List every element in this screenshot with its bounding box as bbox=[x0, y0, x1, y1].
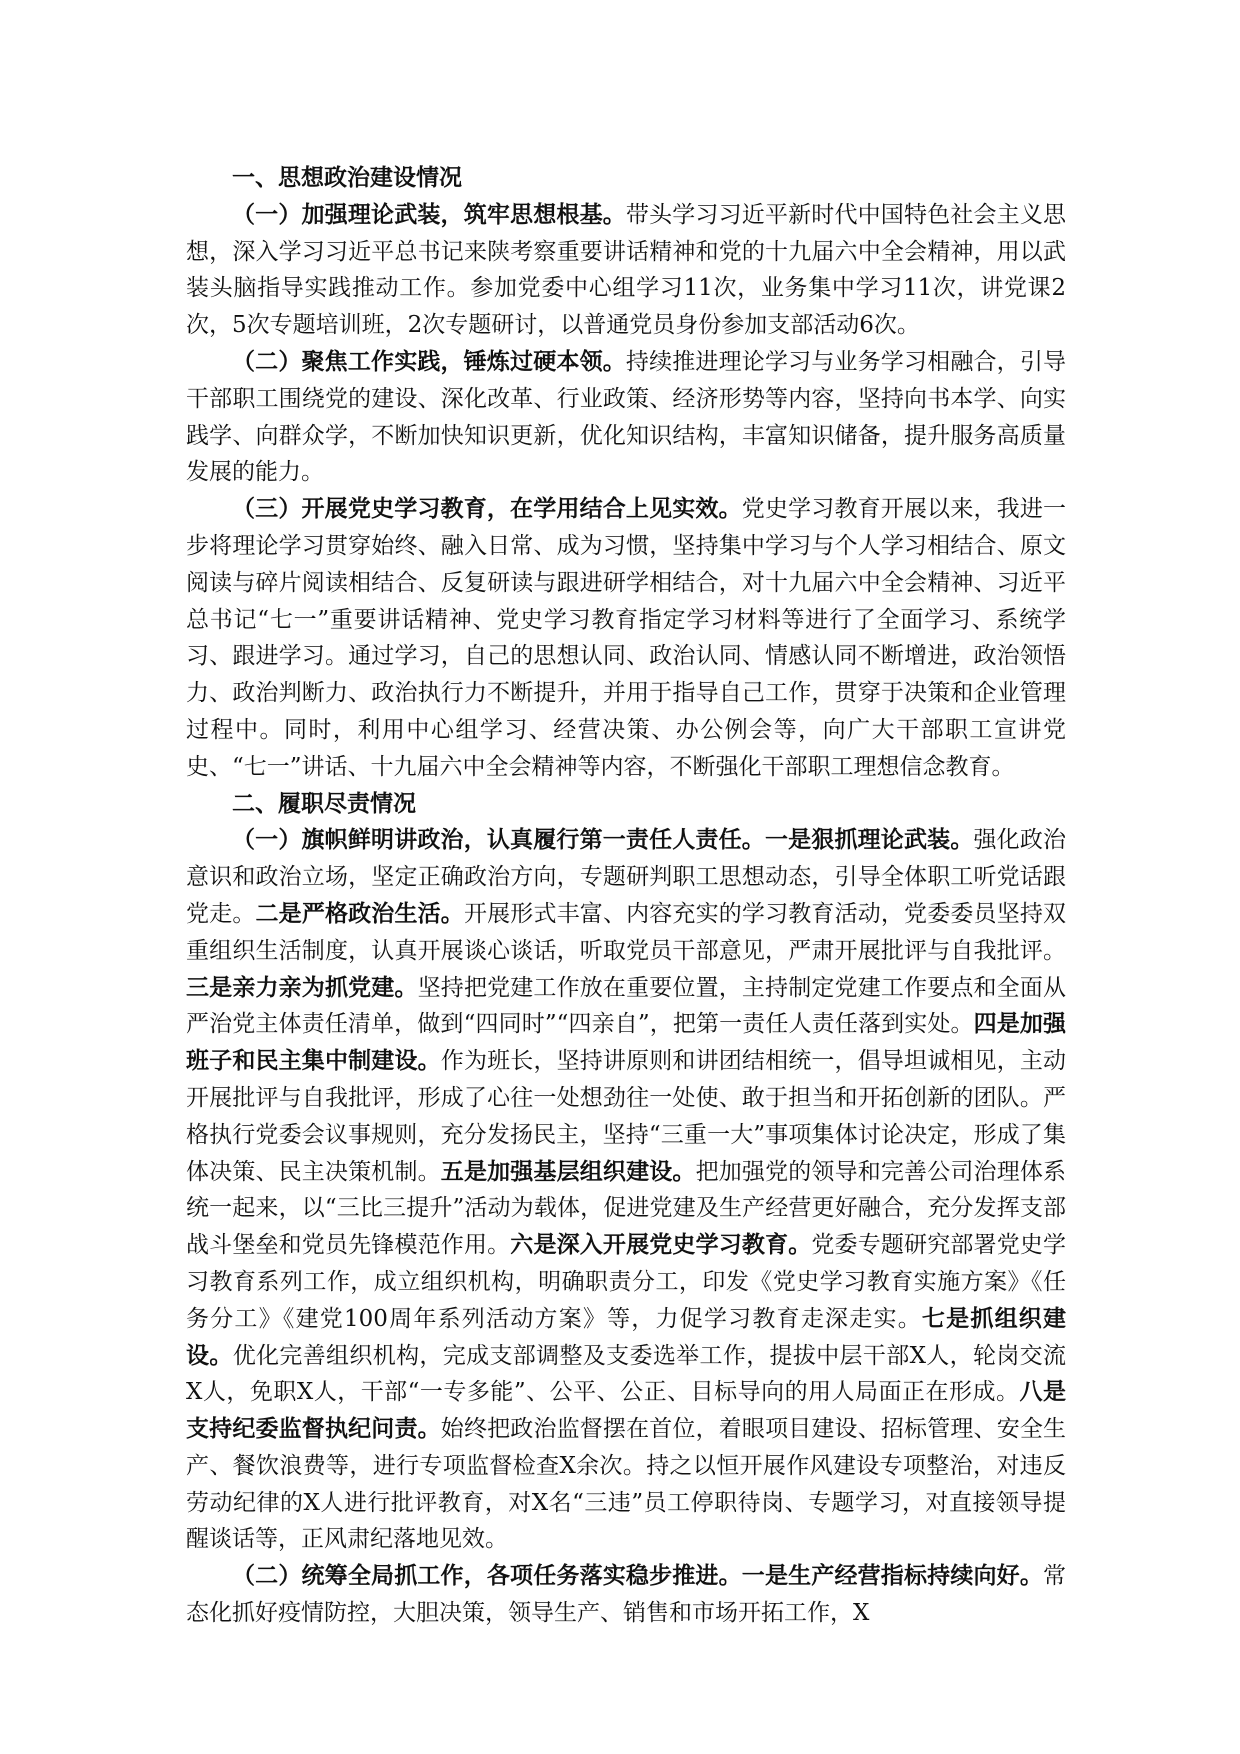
document-page bbox=[186, 160, 1066, 1632]
paragraph-2-1 bbox=[186, 822, 1066, 1558]
paragraph-1-3 bbox=[186, 491, 1066, 785]
paragraph-2-2 bbox=[186, 1558, 1066, 1632]
point-text: 党委专题研究部署党史学习教育系列工作，成立组织机构，明确职责分工，印发《党史学习教育实施方案》《任务分工》《建党100周年系列活动方案》等，力促学习教育走深走实。 bbox=[186, 1232, 1067, 1332]
point-title: 一是狠抓理论武装。 bbox=[764, 826, 974, 854]
point-title: 四是加强班子和民主集中制建设。 bbox=[186, 1010, 1067, 1075]
point-text: 始终把政治监督摆在首位，着眼项目建设、招标管理、安全生产、餐饮浪费等，进行专项监督检查X余次。持之以恒开展作风建设专项整治，对违反劳动纪律的X人进行批评教育，对X名“三违”员工停职待岗、专题学习，对直接领导提醒谈话等，正风肃纪落地见效。 bbox=[186, 1416, 1067, 1553]
point-text: 强化政治意识和政治立场，坚定正确政治方向，专题研判职工思想动态，引导全体职工听党话跟党走。 bbox=[186, 827, 1067, 927]
paragraph-lead: （三）开展党史学习教育，在学用结合上见实效。 bbox=[232, 495, 742, 523]
point-title: 三是亲力亲为抓党建。 bbox=[186, 973, 418, 1001]
point-title: 二是严格政治生活。 bbox=[255, 899, 464, 927]
point-title: 六是深入开展党史学习教育。 bbox=[510, 1231, 812, 1259]
paragraph-1-2 bbox=[186, 344, 1066, 491]
paragraph-1-1 bbox=[186, 197, 1066, 344]
point-title: 一是生产经营指标持续向好。 bbox=[741, 1562, 1044, 1590]
paragraph-lead: （一）旗帜鲜明讲政治，认真履行第一责任人责任。 bbox=[232, 826, 765, 854]
point-text: 优化完善组织机构，完成支部调整及支委选举工作，提拔中层干部X人，轮岗交流X人，免职X人，干部“一专多能”、公平、公正、目标导向的用人局面正在形成。 bbox=[186, 1342, 1067, 1406]
point-title: 五是加强基层组织建设。 bbox=[440, 1157, 696, 1185]
paragraph-text: 持续推进理论学习与业务学习相融合，引导干部职工围绕党的建设、深化改革、行业政策、经济形势等内容，坚持向书本学、向实践学、向群众学，不断加快知识更新，优化知识结构，丰富知识储备，提升服务高质量发展的能力。 bbox=[186, 348, 1067, 486]
point-title: 七是抓组织建设。 bbox=[186, 1304, 1067, 1369]
paragraph-lead: （二）聚焦工作实践，锤炼过硬本领。 bbox=[232, 347, 626, 375]
point-text: 常态化抓好疫情防控，大胆决策，领导生产、销售和市场开拓工作，X bbox=[186, 1563, 1067, 1627]
point-text: 作为班长，坚持讲原则和讲团结相统一，倡导坦诚相见，主动开展批评与自我批评，形成了心往一处想劲往一处使、敢于担当和开拓创新的团队。严格执行党委会议事规则，充分发扬民主，坚持“三重一大”事项集体讨论决定，形成了集体决策、民主决策机制。 bbox=[186, 1048, 1067, 1185]
paragraph-text: 党史学习教育开展以来，我进一步将理论学习贯穿始终、融入日常、成为习惯，坚持集中学习与个人学习相结合、原文阅读与碎片阅读相结合、反复研读与跟进研学相结合，对十九届六中全会精神、习近平总书记“七一”重要讲话精神、党史学习教育指定学习材料等进行了全面学习、系统学习、跟进学习。通过学习，自己的思想认同、政治认同、情感认同不断增进，政治领悟力、政治判断力、政治执行力不断提升，并用于指导自己工作，贯穿于决策和企业管理过程中。同时，利用中心组学习、经营决策、办公例会等，向广大干部职工宣讲党史、“七一”讲话、十九届六中全会精神等内容，不断强化干部职工理想信念教育。 bbox=[186, 496, 1067, 780]
point-text: 把加强党的领导和完善公司治理体系统一起来，以“三比三提升”活动为载体，促进党建及生产经营更好融合，充分发挥支部战斗堡垒和党员先锋模范作用。 bbox=[186, 1158, 1067, 1259]
point-title: 八是支持纪委监督执纪问责。 bbox=[186, 1378, 1067, 1443]
section-heading-2: 二、履职尽责情况 bbox=[232, 789, 416, 817]
paragraph-lead: （二）统筹全局抓工作，各项任务落实稳步推进。 bbox=[232, 1562, 742, 1590]
paragraph-lead: （一）加强理论武装，筑牢思想根基。 bbox=[232, 200, 626, 228]
section-heading-1: 一、思想政治建设情况 bbox=[232, 164, 462, 191]
point-text: 开展形式丰富、内容充实的学习教育活动，党委委员坚持双重组织生活制度，认真开展谈心谈话，听取党员干部意见，严肃开展批评与自我批评。 bbox=[186, 900, 1067, 964]
point-text: 坚持把党建工作放在重要位置，主持制定党建工作要点和全面从严治党主体责任清单，做到“四同时”“四亲自”，把第一责任人责任落到实处。 bbox=[186, 974, 1067, 1038]
paragraph-text: 带头学习习近平新时代中国特色社会主义思想，深入学习习近平总书记来陕考察重要讲话精神和党的十九届六中全会精神，用以武装头脑指导实践推动工作。参加党委中心组学习11次，业务集中学习11次，讲党课2次，5次专题培训班，2次专题研讨，以普通党员身份参加支部活动6次。 bbox=[186, 201, 1067, 339]
